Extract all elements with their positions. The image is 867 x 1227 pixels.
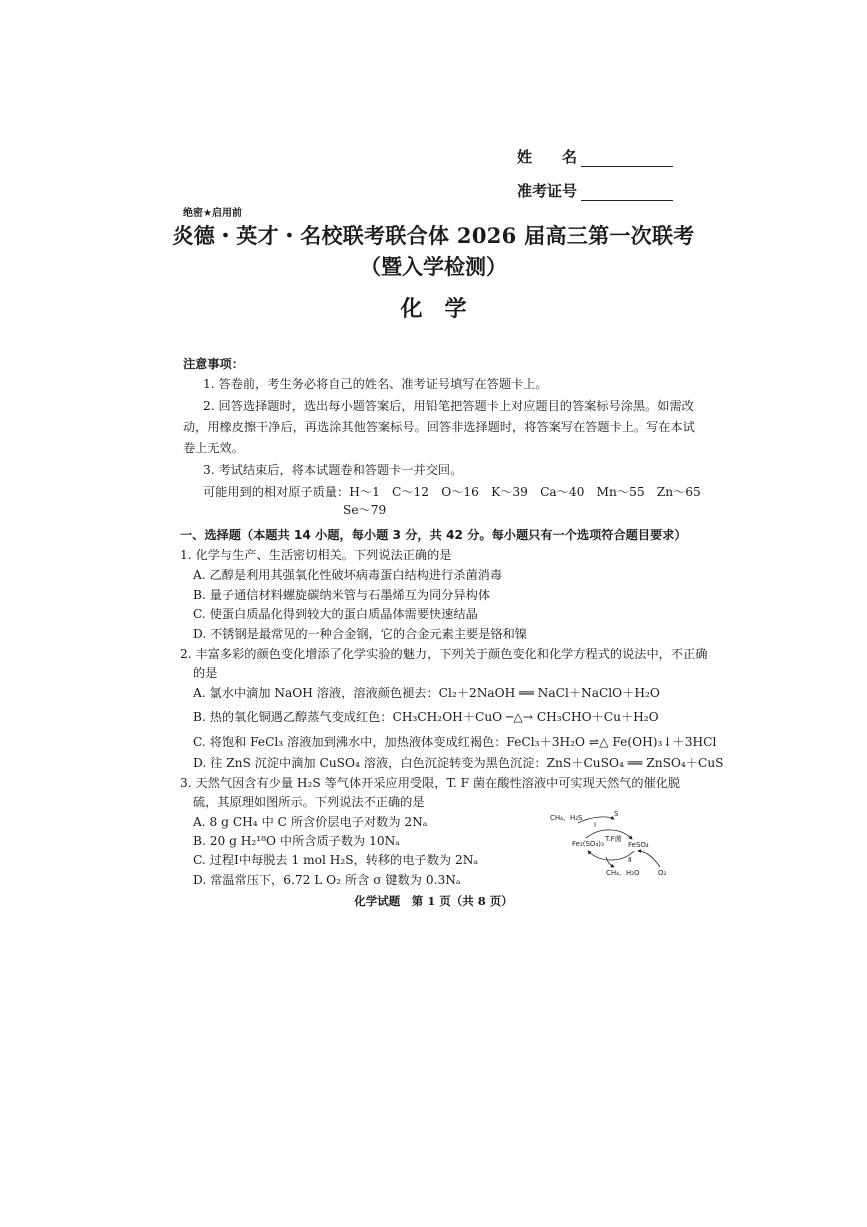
q1-option-a: A. 乙醇是利用其强氧化性破坏病毒蛋白结构进行杀菌消毒 xyxy=(193,568,503,582)
subject-title: 化 学 xyxy=(400,297,467,322)
q2-option-b: B. 热的氧化铜遇乙醇蒸气变成红色：CH₃CH₂OH＋CuO ─△→ CH₃CHO＋Cu＋H₂O xyxy=(193,710,659,724)
name-blank xyxy=(581,152,673,167)
label-fe2so43: Fe₂(SO₄)₃ xyxy=(572,840,604,848)
label-o2: O₂ xyxy=(658,869,667,877)
secret-mark: 绝密★启用前 xyxy=(183,208,242,219)
atomic-masses-cont: Se～79 xyxy=(343,503,387,517)
label-step1: Ⅰ xyxy=(594,821,597,829)
q3-option-d: D. 常温常压下，6.72 L O₂ 所含 σ 键数为 0.3Nₐ xyxy=(193,873,461,887)
q1-option-c: C. 使蛋白质晶化得到较大的蛋白质晶体需要快速结晶 xyxy=(193,607,478,621)
q2-option-a: A. 氯水中滴加 NaOH 溶液，溶液颜色褪去：Cl₂＋2NaOH ══ NaCl＋NaClO＋H₂O xyxy=(193,686,660,700)
exam-title: 炎德・英才・名校联考联合体 2026 届高三第一次联考 xyxy=(172,223,695,248)
q3-option-c: C. 过程Ⅰ中每脱去 1 mol H₂S，转移的电子数为 2Nₐ xyxy=(193,853,479,867)
exam-subtitle: （暨入学检测） xyxy=(360,254,507,279)
notes-heading: 注意事项： xyxy=(183,357,244,371)
q2-option-c: C. 将饱和 FeCl₃ 溶液加到沸水中，加热液体变成红褐色：FeCl₃＋3H₂O ⇌△ Fe(OH)₃↓＋3HCl xyxy=(193,735,717,749)
note-item: 2. 回答选择题时，选出每小题答案后，用铅笔把答题卡上对应题目的答案标号涂黑。如需改 xyxy=(203,399,694,413)
desulfurization-diagram xyxy=(548,805,673,880)
note-item: 卷上无效。 xyxy=(183,441,244,455)
exam-id-blank xyxy=(581,186,673,201)
q2-stem-cont: 的是 xyxy=(193,666,218,680)
note-item: 3. 考试结束后，将本试题卷和答题卡一并交回。 xyxy=(203,463,463,477)
label-step2: Ⅱ xyxy=(628,856,632,864)
note-item: 1. 答卷前，考生务必将自己的姓名、准考证号填写在答题卡上。 xyxy=(203,377,548,391)
q3-stem: 3. 天然气因含有少量 H₂S 等气体开采应用受限，T. F 菌在酸性溶液中可实现天然气的催化脱 xyxy=(180,776,681,790)
label-ch4-h2o: CH₄、H₂O xyxy=(606,869,640,877)
label-ch4-h2s: CH₄、H₂S xyxy=(550,814,583,822)
q1-stem: 1. 化学与生产、生活密切相关。下列说法正确的是 xyxy=(180,548,452,562)
section-heading: 一、选择题（本题共 14 小题，每小题 3 分，共 42 分。每小题只有一个选项符合题目要求） xyxy=(180,528,687,542)
label-feso4: FeSO₄ xyxy=(628,841,649,849)
label-s: S xyxy=(614,810,619,818)
q1-option-b: B. 量子通信材料螺旋碳纳米管与石墨烯互为同分异构体 xyxy=(193,588,491,602)
arrow-to-ch4-h2o xyxy=(606,857,614,867)
q1-option-d: D. 不锈钢是最常见的一种合金钢，它的合金元素主要是铬和镍 xyxy=(193,627,527,641)
q2-stem: 2. 丰富多彩的颜色变化增添了化学实验的魅力，下列关于颜色变化和化学方程式的说法中，不正确 xyxy=(180,647,708,661)
q3-option-a: A. 8 g CH₄ 中 C 所含价层电子对数为 2Nₐ xyxy=(193,815,428,829)
exam-id-field xyxy=(517,180,673,201)
atomic-masses: 可能用到的相对原子质量：H～1 C～12 O～16 K～39 Ca～40 Mn～55 Zn～65 xyxy=(203,485,701,499)
name-label: 姓 名 xyxy=(517,148,578,166)
name-field xyxy=(517,146,673,167)
note-item: 动，用橡皮擦干净后，再选涂其他答案标号。回答非选择题时，将答案写在答题卡上。写在本试 xyxy=(183,420,695,434)
label-tf-bacteria: T.F菌 xyxy=(605,835,622,843)
q3-stem-cont: 硫，其原理如图所示。下列说法不正确的是 xyxy=(193,795,425,809)
q3-option-b: B. 20 g H₂¹⁸O 中所含质子数为 10Nₐ xyxy=(193,834,400,848)
arrow-from-o2 xyxy=(638,851,660,867)
page-footer: 化学试题 第 1 页（共 8 页） xyxy=(354,894,513,908)
q2-option-d: D. 往 ZnS 沉淀中滴加 CuSO₄ 溶液，白色沉淀转变为黑色沉淀：ZnS＋CuSO₄ ══ ZnSO₄＋CuS xyxy=(193,756,724,770)
exam-id-label: 准考证号 xyxy=(517,182,578,200)
